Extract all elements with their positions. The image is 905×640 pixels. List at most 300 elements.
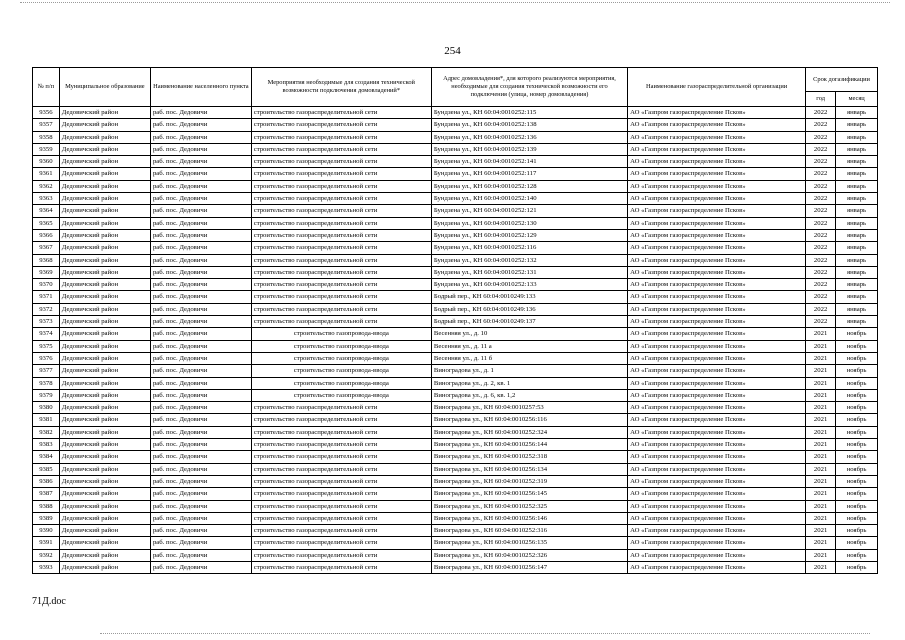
table-row <box>33 205 878 217</box>
cell-num: 9392 <box>33 549 60 561</box>
header-gdo: Наименование газораспределительной организации <box>628 68 806 107</box>
cell-month: январь <box>836 303 878 315</box>
table-row <box>33 439 878 451</box>
table-row <box>33 414 878 426</box>
cell-num: 9391 <box>33 537 60 549</box>
table-row <box>33 266 878 278</box>
cell-month: январь <box>836 229 878 241</box>
cell-gdo: АО «Газпром газораспределение Псков» <box>628 377 806 389</box>
cell-month: ноябрь <box>836 561 878 573</box>
cell-month: январь <box>836 119 878 131</box>
cell-gdo: АО «Газпром газораспределение Псков» <box>628 291 806 303</box>
cell-gdo: АО «Газпром газораспределение Псков» <box>628 451 806 463</box>
cell-num: 9386 <box>33 475 60 487</box>
cell-num: 9389 <box>33 512 60 524</box>
header-municipality: Муниципальное образование <box>59 68 150 107</box>
document-file-name: 71Д.doc <box>32 596 66 607</box>
cell-municipality: Дедовичский район <box>59 389 150 401</box>
cell-measure: строительство газопровода-ввода <box>251 328 431 340</box>
cell-gdo: АО «Газпром газораспределение Псков» <box>628 131 806 143</box>
cell-measure: строительство газораспределительной сети <box>251 512 431 524</box>
cell-num: 9388 <box>33 500 60 512</box>
cell-municipality: Дедовичский район <box>59 352 150 364</box>
cell-year: 2022 <box>806 131 836 143</box>
cell-year: 2022 <box>806 217 836 229</box>
cell-settlement: раб. пос. Дедовичи <box>150 242 251 254</box>
cell-municipality: Дедовичский район <box>59 512 150 524</box>
cell-address: Бундзена ул., КН 60:04:0010252:140 <box>431 193 627 205</box>
cell-year: 2022 <box>806 229 836 241</box>
cell-year: 2021 <box>806 365 836 377</box>
table-row <box>33 525 878 537</box>
cell-num: 9361 <box>33 168 60 180</box>
cell-municipality: Дедовичский район <box>59 463 150 475</box>
cell-address: Бундзена ул., КН 60:04:0010252:132 <box>431 254 627 266</box>
cell-settlement: раб. пос. Дедовичи <box>150 451 251 463</box>
cell-municipality: Дедовичский район <box>59 168 150 180</box>
cell-municipality: Дедовичский район <box>59 119 150 131</box>
cell-gdo: АО «Газпром газораспределение Псков» <box>628 414 806 426</box>
cell-settlement: раб. пос. Дедовичи <box>150 229 251 241</box>
cell-measure: строительство газораспределительной сети <box>251 107 431 119</box>
cell-num: 9372 <box>33 303 60 315</box>
cell-year: 2022 <box>806 168 836 180</box>
cell-address: Виноградова ул., КН 60:04:0010256:145 <box>431 488 627 500</box>
table-row <box>33 168 878 180</box>
table-row <box>33 328 878 340</box>
table-header <box>33 68 878 107</box>
cell-measure: строительство газораспределительной сети <box>251 143 431 155</box>
table-row <box>33 377 878 389</box>
cell-num: 9376 <box>33 352 60 364</box>
cell-measure: строительство газораспределительной сети <box>251 266 431 278</box>
cell-year: 2021 <box>806 561 836 573</box>
cell-num: 9366 <box>33 229 60 241</box>
cell-address: Весенняя ул., д. 11 а <box>431 340 627 352</box>
cell-measure: строительство газораспределительной сети <box>251 229 431 241</box>
header-month: месяц <box>836 92 878 107</box>
cell-settlement: раб. пос. Дедовичи <box>150 352 251 364</box>
cell-year: 2021 <box>806 500 836 512</box>
cell-num: 9357 <box>33 119 60 131</box>
cell-num: 9370 <box>33 279 60 291</box>
cell-measure: строительство газораспределительной сети <box>251 119 431 131</box>
cell-settlement: раб. пос. Дедовичи <box>150 316 251 328</box>
cell-measure: строительство газораспределительной сети <box>251 254 431 266</box>
cell-month: ноябрь <box>836 463 878 475</box>
cell-gdo: АО «Газпром газораспределение Псков» <box>628 426 806 438</box>
cell-month: ноябрь <box>836 537 878 549</box>
cell-measure: строительство газопровода-ввода <box>251 340 431 352</box>
cell-gdo: АО «Газпром газораспределение Псков» <box>628 303 806 315</box>
cell-address: Бундзена ул., КН 60:04:0010252:116 <box>431 242 627 254</box>
cell-month: ноябрь <box>836 365 878 377</box>
cell-month: ноябрь <box>836 389 878 401</box>
cell-gdo: АО «Газпром газораспределение Псков» <box>628 107 806 119</box>
cell-address: Виноградова ул., д. 1 <box>431 365 627 377</box>
gasification-table <box>32 67 878 574</box>
cell-gdo: АО «Газпром газораспределение Псков» <box>628 217 806 229</box>
cell-settlement: раб. пос. Дедовичи <box>150 168 251 180</box>
cell-year: 2022 <box>806 266 836 278</box>
cell-address: Бундзена ул., КН 60:04:0010252:136 <box>431 131 627 143</box>
cell-month: ноябрь <box>836 426 878 438</box>
cell-month: январь <box>836 279 878 291</box>
cell-gdo: АО «Газпром газораспределение Псков» <box>628 463 806 475</box>
cell-year: 2022 <box>806 316 836 328</box>
cell-year: 2022 <box>806 303 836 315</box>
cell-municipality: Дедовичский район <box>59 316 150 328</box>
cell-address: Весенняя ул., д. 11 б <box>431 352 627 364</box>
table-body <box>33 107 878 574</box>
cell-gdo: АО «Газпром газораспределение Псков» <box>628 205 806 217</box>
cell-num: 9368 <box>33 254 60 266</box>
cell-settlement: раб. пос. Дедовичи <box>150 537 251 549</box>
cell-municipality: Дедовичский район <box>59 439 150 451</box>
table-row <box>33 229 878 241</box>
cell-measure: строительство газопровода-ввода <box>251 352 431 364</box>
cell-year: 2021 <box>806 328 836 340</box>
cell-num: 9383 <box>33 439 60 451</box>
cell-gdo: АО «Газпром газораспределение Псков» <box>628 229 806 241</box>
cell-year: 2022 <box>806 156 836 168</box>
cell-address: Бундзена ул., КН 60:04:0010252:129 <box>431 229 627 241</box>
cell-municipality: Дедовичский район <box>59 537 150 549</box>
header-settlement: Наименование населенного пункта <box>150 68 251 107</box>
cell-settlement: раб. пос. Дедовичи <box>150 525 251 537</box>
table-row <box>33 340 878 352</box>
cell-settlement: раб. пос. Дедовичи <box>150 107 251 119</box>
cell-settlement: раб. пос. Дедовичи <box>150 180 251 192</box>
page-number: 254 <box>444 45 461 57</box>
cell-gdo: АО «Газпром газораспределение Псков» <box>628 549 806 561</box>
cell-month: ноябрь <box>836 488 878 500</box>
cell-municipality: Дедовичский район <box>59 414 150 426</box>
cell-num: 9381 <box>33 414 60 426</box>
cell-address: Виноградова ул., КН 60:04:0010256:134 <box>431 463 627 475</box>
table-row <box>33 156 878 168</box>
cell-measure: строительство газопровода-ввода <box>251 389 431 401</box>
cell-municipality: Дедовичский район <box>59 254 150 266</box>
cell-municipality: Дедовичский район <box>59 303 150 315</box>
cell-measure: строительство газораспределительной сети <box>251 168 431 180</box>
cell-municipality: Дедовичский район <box>59 475 150 487</box>
cell-settlement: раб. пос. Дедовичи <box>150 156 251 168</box>
cell-num: 9371 <box>33 291 60 303</box>
cell-month: январь <box>836 205 878 217</box>
cell-gdo: АО «Газпром газораспределение Псков» <box>628 143 806 155</box>
cell-num: 9382 <box>33 426 60 438</box>
cell-settlement: раб. пос. Дедовичи <box>150 439 251 451</box>
cell-settlement: раб. пос. Дедовичи <box>150 488 251 500</box>
cell-address: Виноградова ул., КН 60:04:0010252:316 <box>431 525 627 537</box>
cell-measure: строительство газораспределительной сети <box>251 525 431 537</box>
cell-settlement: раб. пос. Дедовичи <box>150 389 251 401</box>
cell-settlement: раб. пос. Дедовичи <box>150 340 251 352</box>
cell-settlement: раб. пос. Дедовичи <box>150 119 251 131</box>
cell-month: январь <box>836 131 878 143</box>
cell-measure: строительство газораспределительной сети <box>251 316 431 328</box>
cell-num: 9369 <box>33 266 60 278</box>
cell-gdo: АО «Газпром газораспределение Псков» <box>628 242 806 254</box>
cell-gdo: АО «Газпром газораспределение Псков» <box>628 279 806 291</box>
cell-municipality: Дедовичский район <box>59 266 150 278</box>
cell-settlement: раб. пос. Дедовичи <box>150 549 251 561</box>
cell-measure: строительство газораспределительной сети <box>251 205 431 217</box>
table-row <box>33 389 878 401</box>
cell-month: ноябрь <box>836 500 878 512</box>
cell-gdo: АО «Газпром газораспределение Псков» <box>628 475 806 487</box>
cell-municipality: Дедовичский район <box>59 180 150 192</box>
cell-month: январь <box>836 143 878 155</box>
cell-settlement: раб. пос. Дедовичи <box>150 328 251 340</box>
cell-num: 9378 <box>33 377 60 389</box>
cell-num: 9373 <box>33 316 60 328</box>
cell-year: 2022 <box>806 193 836 205</box>
table-row <box>33 254 878 266</box>
cell-year: 2022 <box>806 119 836 131</box>
table-row <box>33 500 878 512</box>
cell-gdo: АО «Газпром газораспределение Псков» <box>628 254 806 266</box>
table-row <box>33 352 878 364</box>
cell-municipality: Дедовичский район <box>59 488 150 500</box>
cell-gdo: АО «Газпром газораспределение Псков» <box>628 193 806 205</box>
cell-num: 9364 <box>33 205 60 217</box>
cell-gdo: АО «Газпром газораспределение Псков» <box>628 537 806 549</box>
cell-address: Бундзена ул., КН 60:04:0010252:117 <box>431 168 627 180</box>
cell-num: 9384 <box>33 451 60 463</box>
cell-gdo: АО «Газпром газораспределение Псков» <box>628 512 806 524</box>
cell-measure: строительство газораспределительной сети <box>251 291 431 303</box>
cell-settlement: раб. пос. Дедовичи <box>150 414 251 426</box>
cell-settlement: раб. пос. Дедовичи <box>150 131 251 143</box>
cell-measure: строительство газораспределительной сети <box>251 180 431 192</box>
cell-measure: строительство газораспределительной сети <box>251 439 431 451</box>
cell-month: январь <box>836 254 878 266</box>
cell-address: Виноградова ул., д. 2, кв. 1 <box>431 377 627 389</box>
table-row <box>33 463 878 475</box>
cell-municipality: Дедовичский район <box>59 205 150 217</box>
cell-month: январь <box>836 217 878 229</box>
cell-measure: строительство газораспределительной сети <box>251 475 431 487</box>
cell-month: январь <box>836 107 878 119</box>
cell-municipality: Дедовичский район <box>59 143 150 155</box>
cell-num: 9365 <box>33 217 60 229</box>
cell-address: Бундзена ул., КН 60:04:0010252:128 <box>431 180 627 192</box>
cell-settlement: раб. пос. Дедовичи <box>150 402 251 414</box>
cell-gdo: АО «Газпром газораспределение Псков» <box>628 439 806 451</box>
cell-settlement: раб. пос. Дедовичи <box>150 475 251 487</box>
table-row <box>33 180 878 192</box>
cell-settlement: раб. пос. Дедовичи <box>150 266 251 278</box>
cell-measure: строительство газопровода-ввода <box>251 365 431 377</box>
cell-address: Виноградова ул., КН 60:04:0010256:144 <box>431 439 627 451</box>
cell-settlement: раб. пос. Дедовичи <box>150 303 251 315</box>
cell-measure: строительство газораспределительной сети <box>251 426 431 438</box>
cell-month: ноябрь <box>836 439 878 451</box>
cell-year: 2021 <box>806 402 836 414</box>
cell-year: 2022 <box>806 107 836 119</box>
cell-month: ноябрь <box>836 512 878 524</box>
cell-gdo: АО «Газпром газораспределение Псков» <box>628 156 806 168</box>
cell-settlement: раб. пос. Дедовичи <box>150 217 251 229</box>
cell-num: 9359 <box>33 143 60 155</box>
cell-address: Бодрый пер., КН 60:04:0010249:136 <box>431 303 627 315</box>
table-row <box>33 365 878 377</box>
cell-municipality: Дедовичский район <box>59 549 150 561</box>
cell-year: 2021 <box>806 525 836 537</box>
cell-settlement: раб. пос. Дедовичи <box>150 512 251 524</box>
cell-month: январь <box>836 242 878 254</box>
cell-year: 2021 <box>806 389 836 401</box>
cell-year: 2022 <box>806 242 836 254</box>
cell-municipality: Дедовичский район <box>59 377 150 389</box>
cell-year: 2021 <box>806 463 836 475</box>
table-row <box>33 561 878 573</box>
cell-address: Виноградова ул., КН 60:04:0010252:325 <box>431 500 627 512</box>
cell-address: Виноградова ул., КН 60:04:0010256:116 <box>431 414 627 426</box>
cell-gdo: АО «Газпром газораспределение Псков» <box>628 402 806 414</box>
cell-year: 2021 <box>806 377 836 389</box>
cell-month: ноябрь <box>836 352 878 364</box>
cell-address: Виноградова ул., КН 60:04:0010257:53 <box>431 402 627 414</box>
cell-settlement: раб. пос. Дедовичи <box>150 254 251 266</box>
cell-num: 9362 <box>33 180 60 192</box>
table-row <box>33 537 878 549</box>
cell-month: ноябрь <box>836 525 878 537</box>
cell-year: 2021 <box>806 439 836 451</box>
cell-month: ноябрь <box>836 328 878 340</box>
cell-gdo: АО «Газпром газораспределение Псков» <box>628 352 806 364</box>
cell-settlement: раб. пос. Дедовичи <box>150 377 251 389</box>
cell-month: январь <box>836 266 878 278</box>
cell-address: Бундзена ул., КН 60:04:0010252:138 <box>431 119 627 131</box>
cell-municipality: Дедовичский район <box>59 279 150 291</box>
cell-month: ноябрь <box>836 402 878 414</box>
cell-measure: строительство газораспределительной сети <box>251 537 431 549</box>
cell-gdo: АО «Газпром газораспределение Псков» <box>628 525 806 537</box>
cell-measure: строительство газораспределительной сети <box>251 488 431 500</box>
cell-num: 9363 <box>33 193 60 205</box>
cell-municipality: Дедовичский район <box>59 193 150 205</box>
table-row <box>33 131 878 143</box>
table-row <box>33 303 878 315</box>
cell-settlement: раб. пос. Дедовичи <box>150 463 251 475</box>
cell-municipality: Дедовичский район <box>59 156 150 168</box>
cell-gdo: АО «Газпром газораспределение Псков» <box>628 328 806 340</box>
cell-measure: строительство газораспределительной сети <box>251 549 431 561</box>
cell-year: 2022 <box>806 254 836 266</box>
table-row <box>33 475 878 487</box>
cell-month: январь <box>836 180 878 192</box>
cell-municipality: Дедовичский район <box>59 131 150 143</box>
header-year: год <box>806 92 836 107</box>
cell-gdo: АО «Газпром газораспределение Псков» <box>628 500 806 512</box>
cell-num: 9379 <box>33 389 60 401</box>
cell-num: 9393 <box>33 561 60 573</box>
table-row <box>33 512 878 524</box>
table-row <box>33 488 878 500</box>
scan-edge-artifact-top <box>20 2 890 3</box>
table-row <box>33 193 878 205</box>
cell-municipality: Дедовичский район <box>59 242 150 254</box>
cell-address: Бодрый пер., КН 60:04:0010249:133 <box>431 291 627 303</box>
cell-settlement: раб. пос. Дедовичи <box>150 500 251 512</box>
cell-measure: строительство газораспределительной сети <box>251 414 431 426</box>
cell-month: ноябрь <box>836 475 878 487</box>
cell-address: Бундзена ул., КН 60:04:0010252:141 <box>431 156 627 168</box>
cell-municipality: Дедовичский район <box>59 340 150 352</box>
table-row <box>33 242 878 254</box>
table-row <box>33 426 878 438</box>
cell-year: 2021 <box>806 340 836 352</box>
cell-gdo: АО «Газпром газораспределение Псков» <box>628 316 806 328</box>
cell-num: 9377 <box>33 365 60 377</box>
cell-settlement: раб. пос. Дедовичи <box>150 426 251 438</box>
cell-year: 2021 <box>806 537 836 549</box>
cell-municipality: Дедовичский район <box>59 561 150 573</box>
cell-settlement: раб. пос. Дедовичи <box>150 279 251 291</box>
cell-num: 9367 <box>33 242 60 254</box>
cell-address: Виноградова ул., КН 60:04:0010252:318 <box>431 451 627 463</box>
cell-gdo: АО «Газпром газораспределение Псков» <box>628 180 806 192</box>
cell-gdo: АО «Газпром газораспределение Псков» <box>628 266 806 278</box>
cell-gdo: АО «Газпром газораспределение Псков» <box>628 168 806 180</box>
cell-settlement: раб. пос. Дедовичи <box>150 143 251 155</box>
cell-measure: строительство газораспределительной сети <box>251 193 431 205</box>
cell-municipality: Дедовичский район <box>59 217 150 229</box>
cell-year: 2021 <box>806 512 836 524</box>
cell-num: 9374 <box>33 328 60 340</box>
cell-address: Виноградова ул., КН 60:04:0010252:326 <box>431 549 627 561</box>
cell-month: январь <box>836 193 878 205</box>
cell-measure: строительство газораспределительной сети <box>251 500 431 512</box>
cell-address: Бодрый пер., КН 60:04:0010249:137 <box>431 316 627 328</box>
cell-address: Бундзена ул., КН 60:04:0010252:130 <box>431 217 627 229</box>
cell-municipality: Дедовичский район <box>59 402 150 414</box>
table-row <box>33 217 878 229</box>
header-address: Адрес домовладения*, для которого реализуются мероприятия, необходимые для создания технической возможности его подключения (улица, номер домовладения) <box>431 68 627 107</box>
table-row <box>33 291 878 303</box>
cell-num: 9380 <box>33 402 60 414</box>
cell-municipality: Дедовичский район <box>59 365 150 377</box>
cell-settlement: раб. пос. Дедовичи <box>150 561 251 573</box>
cell-gdo: АО «Газпром газораспределение Псков» <box>628 561 806 573</box>
cell-measure: строительство газораспределительной сети <box>251 131 431 143</box>
cell-num: 9356 <box>33 107 60 119</box>
cell-month: ноябрь <box>836 340 878 352</box>
cell-year: 2022 <box>806 205 836 217</box>
table-row <box>33 279 878 291</box>
cell-municipality: Дедовичский район <box>59 328 150 340</box>
cell-measure: строительство газораспределительной сети <box>251 217 431 229</box>
scan-edge-artifact-bottom <box>100 633 870 634</box>
cell-address: Виноградова ул., КН 60:04:0010256:147 <box>431 561 627 573</box>
cell-gdo: АО «Газпром газораспределение Псков» <box>628 365 806 377</box>
cell-measure: строительство газораспределительной сети <box>251 279 431 291</box>
cell-num: 9387 <box>33 488 60 500</box>
header-measures: Мероприятия необходимые для создания технической возможности подключения домовладений* <box>251 68 431 107</box>
cell-measure: строительство газораспределительной сети <box>251 463 431 475</box>
cell-year: 2021 <box>806 475 836 487</box>
cell-month: ноябрь <box>836 377 878 389</box>
cell-address: Бундзена ул., КН 60:04:0010252:131 <box>431 266 627 278</box>
cell-month: январь <box>836 156 878 168</box>
cell-year: 2021 <box>806 451 836 463</box>
cell-settlement: раб. пос. Дедовичи <box>150 205 251 217</box>
table-row <box>33 119 878 131</box>
cell-measure: строительство газораспределительной сети <box>251 402 431 414</box>
